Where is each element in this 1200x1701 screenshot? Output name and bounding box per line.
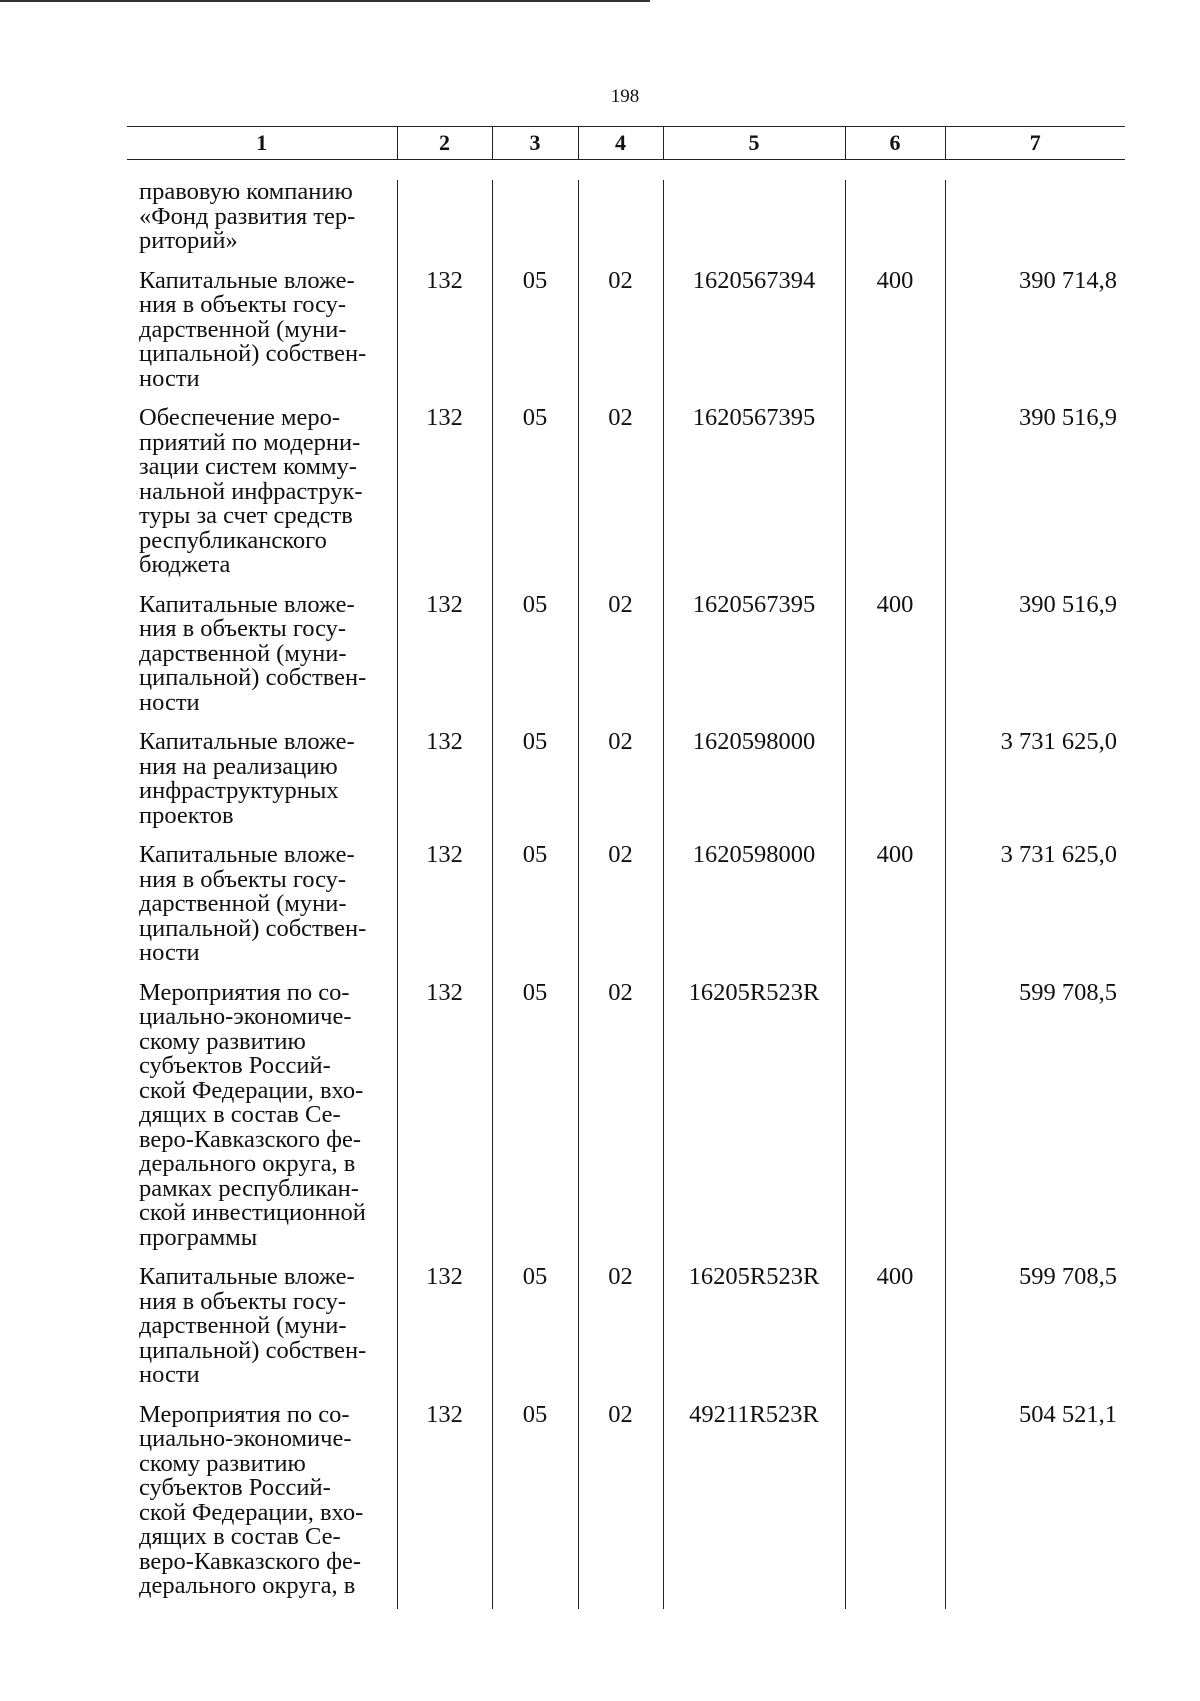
cell-col-3: 05 [492,1398,578,1609]
cell-col-5: 1620567395 [663,401,845,588]
cell-name: Капитальные вложе- ния в объекты госу- дарственной (муни- ципальной) собствен- ности [139,1263,367,1388]
cell-col-3: 05 [492,401,578,588]
cell-col-7: 599 708,5 [945,1260,1125,1398]
cell-col-3: 05 [492,1260,578,1398]
page-number: 198 [610,86,640,107]
cell-col-3: 05 [492,588,578,726]
cell-col-2: 132 [397,264,492,402]
cell-col-3: 05 [492,264,578,402]
cell-col-5: 16205R523R [663,976,845,1261]
header-spacer [127,160,1125,181]
cell-name: правовую компанию «Фонд развития тер- риторий» [139,178,356,254]
cell-name: Капитальные вложе- ния в объекты госу- дарственной (муни- ципальной) собствен- ности [139,266,367,392]
cell-col-2: 132 [397,588,492,726]
cell-name: Мероприятия по со- циально-экономиче- скому развитию субъектов Россий- ской Федерации, вхо- дящих в состав Се- веро-Кавказского фе- дерального округа, в рамках республикан- ской инвестиционной программы [139,978,366,1251]
cell-col-5: 1620598000 [663,838,845,976]
cell-col-7: 3 731 625,0 [945,838,1125,976]
cell-col-5 [663,180,845,264]
cell-col-2: 132 [397,1398,492,1609]
cell-col-3: 05 [492,725,578,838]
cell-col-4 [578,180,663,264]
cell-col-4: 02 [578,838,663,976]
cell-col-5: 16205R523R [663,1260,845,1398]
cell-col-7 [945,180,1125,264]
table-row [127,1398,1125,1609]
cell-name: Капитальные вложе- ния в объекты госу- дарственной (муни- ципальной) собствен- ности [139,590,367,716]
cell-col-3 [492,180,578,264]
cell-col-6 [845,976,945,1261]
cell-col-7: 390 714,8 [945,264,1125,402]
cell-col-6: 400 [845,264,945,402]
header-spacer-cell [127,160,1125,181]
cell-col-6: 400 [845,838,945,976]
table-row [127,264,1125,402]
cell-col-3: 05 [492,838,578,976]
cell-col-4: 02 [578,1398,663,1609]
table-body [127,180,1125,1609]
table-row [127,588,1125,726]
header-col-2: 2 [397,127,492,160]
header-col-5: 5 [663,127,845,160]
cell-col-4: 02 [578,725,663,838]
top-rule [0,0,650,2]
cell-col-6 [845,1398,945,1609]
cell-name: Капитальные вложе- ния на реализацию инфраструктурных проектов [139,728,355,829]
table-row [127,725,1125,838]
cell-col-7: 599 708,5 [945,976,1125,1261]
cell-col-2: 132 [397,725,492,838]
budget-table [127,126,1125,1609]
cell-col-4: 02 [578,264,663,402]
cell-col-2: 132 [397,401,492,588]
cell-col-2: 132 [397,1260,492,1398]
cell-col-6: 400 [845,1260,945,1398]
cell-col-5: 1620567395 [663,588,845,726]
cell-col-2: 132 [397,976,492,1261]
table-row [127,976,1125,1261]
table-row [127,1260,1125,1398]
cell-col-4: 02 [578,976,663,1261]
cell-col-7: 390 516,9 [945,588,1125,726]
cell-name: Мероприятия по со- циально-экономиче- скому развитию субъектов Россий- ской Федерации, вхо- дящих в состав Се- веро-Кавказского фе- дерального округа, в [139,1400,364,1599]
header-col-7: 7 [945,127,1125,160]
cell-col-6 [845,725,945,838]
cell-name: Обеспечение меро- приятий по модерни- зации систем комму- нальной инфраструк- туры за счет средств республиканского бюджета [139,404,363,578]
table-row [127,838,1125,976]
cell-col-4: 02 [578,401,663,588]
cell-col-5: 49211R523R [663,1398,845,1609]
table-row [127,401,1125,588]
cell-col-2 [397,180,492,264]
cell-col-6: 400 [845,588,945,726]
table-row [127,180,1125,264]
cell-col-2: 132 [397,838,492,976]
header-col-6: 6 [845,127,945,160]
table-header [127,127,1125,181]
cell-col-6 [845,401,945,588]
header-col-1: 1 [127,127,397,160]
cell-col-6 [845,180,945,264]
cell-col-7: 504 521,1 [945,1398,1125,1609]
cell-col-5: 1620567394 [663,264,845,402]
cell-col-4: 02 [578,588,663,726]
header-col-3: 3 [492,127,578,160]
cell-col-7: 3 731 625,0 [945,725,1125,838]
cell-col-3: 05 [492,976,578,1261]
cell-col-4: 02 [578,1260,663,1398]
header-row [127,127,1125,160]
header-col-4: 4 [578,127,663,160]
cell-name: Капитальные вложе- ния в объекты госу- дарственной (муни- ципальной) собствен- ности [139,841,367,966]
cell-col-7: 390 516,9 [945,401,1125,588]
cell-col-5: 1620598000 [663,725,845,838]
